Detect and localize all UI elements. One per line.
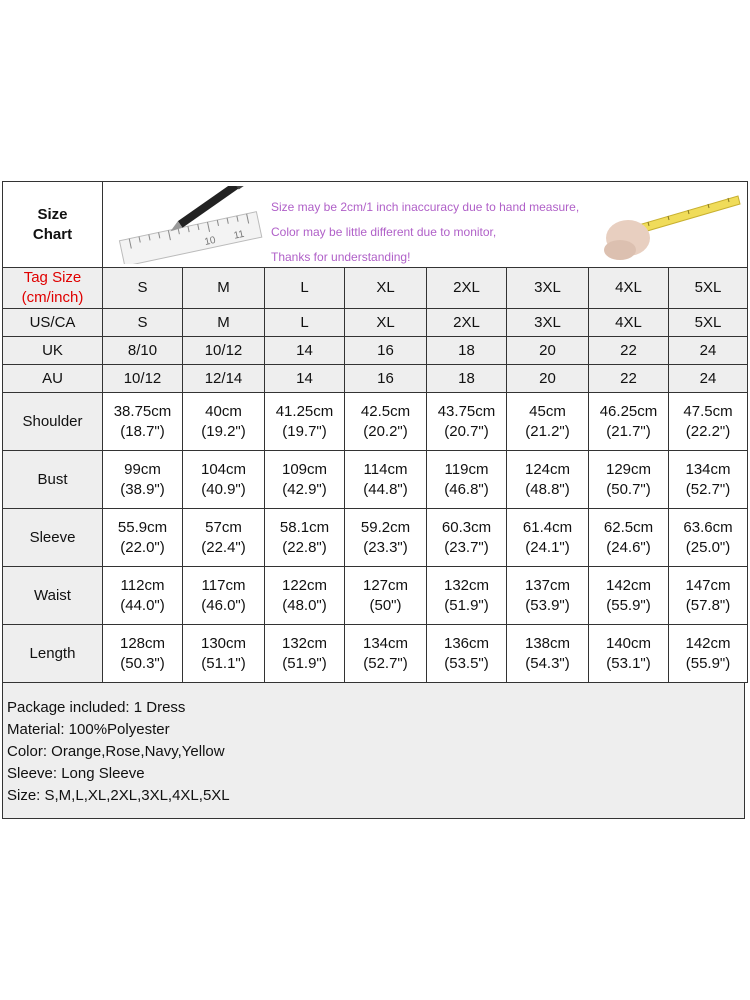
notice-line: Size may be 2cm/1 inch inaccuracy due to hand measure, xyxy=(271,200,580,214)
inch-value: (23.3") xyxy=(363,538,408,556)
size-cell: 16 xyxy=(345,337,427,365)
inch-value: (55.9") xyxy=(685,654,731,672)
cm-value: 59.2cm xyxy=(360,518,411,536)
inch-value: (24.1") xyxy=(525,538,570,556)
size-cell: 2XL xyxy=(427,268,507,309)
cm-value: 114cm xyxy=(363,460,408,478)
size-chart xyxy=(2,181,747,819)
inch-value: (48.8") xyxy=(525,480,570,498)
inch-value: (55.9") xyxy=(606,596,651,614)
cm-value: 130cm xyxy=(200,634,247,652)
measurement-cell xyxy=(669,393,748,451)
inch-value: (57.8") xyxy=(685,596,731,614)
ruler-pen-illustration xyxy=(115,186,265,264)
cm-value: 47.5cm xyxy=(683,402,733,420)
inch-value: (48.0") xyxy=(282,596,327,614)
measurement-cell xyxy=(669,509,748,567)
notice-banner xyxy=(103,182,748,268)
size-cell: 5XL xyxy=(669,309,748,337)
measurement-cell xyxy=(345,451,427,509)
measurement-cell xyxy=(345,393,427,451)
tag-size-row xyxy=(3,268,748,309)
cm-value: 62.5cm xyxy=(603,518,654,536)
size-cell: S xyxy=(103,309,183,337)
measurement-cell xyxy=(589,567,669,625)
info-color: Color: Orange,Rose,Navy,Yellow xyxy=(7,743,225,760)
cm-value: 119cm xyxy=(444,460,489,478)
inch-value: (22.0") xyxy=(120,538,165,556)
size-cell: 4XL xyxy=(589,309,669,337)
measurement-cell xyxy=(265,509,345,567)
inch-value: (19.2") xyxy=(201,422,246,440)
size-cell: 5XL xyxy=(669,268,748,309)
measurement-cell xyxy=(427,451,507,509)
size-cell: L xyxy=(265,309,345,337)
size-table xyxy=(2,181,748,683)
inch-value: (21.7") xyxy=(606,422,651,440)
measurement-cell xyxy=(265,625,345,683)
inch-value: (50") xyxy=(369,596,402,614)
cm-value: 57cm xyxy=(205,518,242,536)
measurement-cell xyxy=(507,451,589,509)
cm-value: 43.75cm xyxy=(437,402,496,420)
measurement-cell xyxy=(265,393,345,451)
notice-line: Color may be little different due to monitor, xyxy=(271,225,497,239)
cm-value: 112cm xyxy=(120,576,165,594)
measurement-cell xyxy=(427,393,507,451)
inch-value: (50.7") xyxy=(606,480,651,498)
us-ca-row xyxy=(3,309,748,337)
cm-value: 41.25cm xyxy=(275,402,334,420)
cm-value: 58.1cm xyxy=(279,518,330,536)
inch-value: (22.2") xyxy=(685,422,731,440)
au-label: AU xyxy=(3,365,103,393)
shoulder-row xyxy=(3,393,748,451)
au-row xyxy=(3,365,748,393)
size-cell: 20 xyxy=(507,337,589,365)
cm-value: 142cm xyxy=(685,634,731,652)
measurement-cell xyxy=(589,625,669,683)
size-cell: 12/14 xyxy=(183,365,265,393)
inch-value: (42.9") xyxy=(282,480,327,498)
inch-value: (20.7") xyxy=(444,422,489,440)
measurement-cell xyxy=(183,451,265,509)
waist-row xyxy=(3,567,748,625)
measurement-cell xyxy=(183,393,265,451)
inch-value: (24.6") xyxy=(606,538,651,556)
measurement-cell xyxy=(265,451,345,509)
cm-value: 63.6cm xyxy=(683,518,733,536)
measurement-cell xyxy=(103,567,183,625)
inch-value: (20.2") xyxy=(363,422,408,440)
cm-value: 132cm xyxy=(443,576,490,594)
size-cell: 22 xyxy=(589,365,669,393)
inch-value: (22.8") xyxy=(282,538,327,556)
size-cell: 16 xyxy=(345,365,427,393)
inch-value: (46.0") xyxy=(201,596,246,614)
inch-value: (52.7") xyxy=(363,654,408,672)
measurement-cell xyxy=(427,625,507,683)
sleeve-label: Sleeve xyxy=(3,509,103,567)
bust-label: Bust xyxy=(3,451,103,509)
cm-value: 40cm xyxy=(205,402,242,420)
size-chart-title: Size Chart xyxy=(3,182,103,268)
cm-value: 147cm xyxy=(685,576,731,594)
size-cell: 10/12 xyxy=(103,365,183,393)
inch-value: (54.3") xyxy=(525,654,570,672)
measurement-cell xyxy=(589,509,669,567)
length-row xyxy=(3,625,748,683)
svg-text:11: 11 xyxy=(232,228,246,242)
cm-value: 134cm xyxy=(685,460,731,478)
size-cell: 24 xyxy=(669,365,748,393)
inch-value: (53.9") xyxy=(525,596,570,614)
measurement-cell xyxy=(183,567,265,625)
measurement-cell xyxy=(669,567,748,625)
cm-value: 136cm xyxy=(443,634,490,652)
cm-value: 38.75cm xyxy=(113,402,172,420)
measurement-cell xyxy=(103,451,183,509)
measurement-cell xyxy=(345,509,427,567)
cm-value: 99cm xyxy=(124,460,161,478)
inch-value: (25.0") xyxy=(685,538,731,556)
inch-value: (19.7") xyxy=(282,422,327,440)
cm-value: 140cm xyxy=(605,634,652,652)
bust-row xyxy=(3,451,748,509)
inch-value: (18.7") xyxy=(120,422,165,440)
cm-value: 117cm xyxy=(201,576,246,594)
cm-value: 132cm xyxy=(281,634,328,652)
size-cell: 18 xyxy=(427,337,507,365)
cm-value: 137cm xyxy=(524,576,571,594)
info-package: Package included: 1 Dress xyxy=(7,699,186,716)
info-size: Size: S,M,L,XL,2XL,3XL,4XL,5XL xyxy=(7,787,230,804)
inch-value: (38.9") xyxy=(120,480,165,498)
size-cell: L xyxy=(265,268,345,309)
cm-value: 42.5cm xyxy=(360,402,411,420)
inch-value: (53.5") xyxy=(444,654,489,672)
cm-value: 61.4cm xyxy=(522,518,573,536)
size-cell: 18 xyxy=(427,365,507,393)
cm-value: 128cm xyxy=(119,634,166,652)
cm-value: 60.3cm xyxy=(441,518,492,536)
inch-value: (21.2") xyxy=(525,422,570,440)
cm-value: 55.9cm xyxy=(117,518,168,536)
measurement-cell xyxy=(183,625,265,683)
inch-value: (52.7") xyxy=(685,480,731,498)
inch-value: (51.9") xyxy=(282,654,327,672)
size-cell: 14 xyxy=(265,365,345,393)
measurement-cell xyxy=(589,393,669,451)
measurement-cell xyxy=(669,451,748,509)
size-cell: 10/12 xyxy=(183,337,265,365)
sleeve-row xyxy=(3,509,748,567)
measurement-cell xyxy=(103,625,183,683)
measurement-cell xyxy=(427,509,507,567)
size-cell: S xyxy=(103,268,183,309)
size-cell: M xyxy=(183,309,265,337)
tag-size-label: Tag Size (cm/inch) xyxy=(3,268,103,309)
cm-value: 124cm xyxy=(524,460,571,478)
measurement-cell xyxy=(345,567,427,625)
info-material: Material: 100%Polyester xyxy=(7,721,170,738)
measurement-cell xyxy=(183,509,265,567)
us-ca-label: US/CA xyxy=(3,309,103,337)
cm-value: 122cm xyxy=(281,576,328,594)
inch-value: (53.1") xyxy=(606,654,651,672)
product-info xyxy=(2,683,745,819)
inch-value: (44.0") xyxy=(120,596,165,614)
cm-value: 134cm xyxy=(362,634,409,652)
inch-value: (51.9") xyxy=(444,596,489,614)
size-cell: XL xyxy=(345,309,427,337)
size-cell: 24 xyxy=(669,337,748,365)
measurement-cell xyxy=(507,393,589,451)
measurement-cell xyxy=(103,509,183,567)
inch-value: (46.8") xyxy=(444,480,489,498)
size-cell: 3XL xyxy=(507,268,589,309)
measurement-cell xyxy=(669,625,748,683)
measurement-cell xyxy=(427,567,507,625)
measurement-cell xyxy=(345,625,427,683)
size-cell: 2XL xyxy=(427,309,507,337)
inch-value: (40.9") xyxy=(201,480,246,498)
size-cell: 22 xyxy=(589,337,669,365)
info-sleeve: Sleeve: Long Sleeve xyxy=(7,765,145,782)
measuring-tape-hand-illustration xyxy=(598,188,743,262)
size-cell: 8/10 xyxy=(103,337,183,365)
cm-value: 45cm xyxy=(529,402,566,420)
measurement-cell xyxy=(103,393,183,451)
size-cell: 14 xyxy=(265,337,345,365)
inch-value: (51.1") xyxy=(201,654,246,672)
inch-value: (44.8") xyxy=(363,480,408,498)
measurement-cell xyxy=(265,567,345,625)
inch-value: (50.3") xyxy=(120,654,165,672)
uk-row xyxy=(3,337,748,365)
cm-value: 127cm xyxy=(362,576,409,594)
cm-value: 46.25cm xyxy=(599,402,658,420)
measurement-cell xyxy=(589,451,669,509)
cm-value: 104cm xyxy=(200,460,247,478)
notice-line: Thanks for understanding! xyxy=(271,250,411,264)
size-cell: M xyxy=(183,268,265,309)
size-cell: 20 xyxy=(507,365,589,393)
measurement-cell xyxy=(507,509,589,567)
uk-label: UK xyxy=(3,337,103,365)
inch-value: (23.7") xyxy=(444,538,489,556)
notice-text xyxy=(271,195,579,270)
cm-value: 109cm xyxy=(281,460,328,478)
header-row xyxy=(3,182,748,268)
inch-value: (22.4") xyxy=(201,538,246,556)
size-cell: 4XL xyxy=(589,268,669,309)
measurement-cell xyxy=(507,625,589,683)
cm-value: 129cm xyxy=(605,460,652,478)
measurement-cell xyxy=(507,567,589,625)
shoulder-label: Shoulder xyxy=(3,393,103,451)
size-cell: 3XL xyxy=(507,309,589,337)
cm-value: 138cm xyxy=(524,634,571,652)
size-cell: XL xyxy=(345,268,427,309)
length-label: Length xyxy=(3,625,103,683)
svg-text:10: 10 xyxy=(203,234,217,248)
cm-value: 142cm xyxy=(605,576,652,594)
waist-label: Waist xyxy=(3,567,103,625)
